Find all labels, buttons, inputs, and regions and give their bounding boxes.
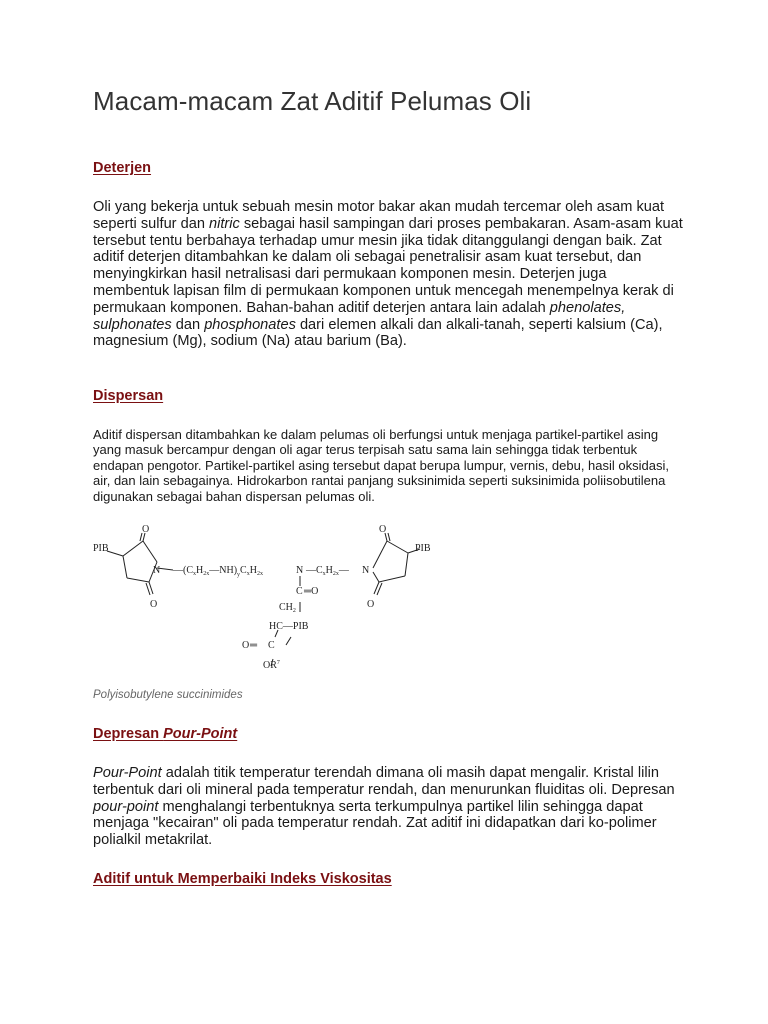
label-o-top-right: O — [379, 524, 387, 535]
depresan-text-1: adalah titik temperatur terendah dimana oli masih dapat mengalir. Kristal lilin terbentuk dari oli mineral pada temperatur rendah, dan menurunkan fluiditas oli. Depresan — [93, 765, 675, 798]
label-ch2: $CH_2$ — [279, 602, 296, 614]
chain-h1: H — [196, 565, 204, 576]
label-n-right: N — [362, 565, 370, 576]
page-title: Macam-macam Zat Aditif Pelumas Oli — [93, 86, 532, 116]
chain-x2: x — [246, 571, 250, 577]
chain-2x3: 2x — [332, 571, 339, 577]
label-o-top-left: O — [142, 524, 150, 535]
label-n-center: N — [296, 565, 304, 576]
label-n-left: N — [153, 565, 161, 576]
label-o-ester: O — [242, 640, 250, 651]
deterjen-text-1: Oli yang bekerja untuk sebuah mesin motor bakar akan mudah tercemar oleh asam kuat seperti sulfur dan — [93, 199, 665, 232]
label-hc-pib: HC—PIB — [269, 621, 309, 632]
heading-indeks-viskositas: Aditif untuk Memperbaiki Indeks Viskositas — [93, 871, 392, 887]
depresan-text-pourpoint: Pour-Point — [93, 765, 162, 781]
chain-nh: NH — [219, 565, 234, 576]
deterjen-text-phosphonates: phosphonates — [204, 316, 296, 333]
ester-double-bond: ═ — [250, 640, 258, 651]
label-pib-right: PIB — [415, 543, 431, 554]
figure-caption: Polyisobutylene succinimides — [93, 689, 243, 701]
heading-deterjen: Deterjen — [93, 160, 152, 176]
label-o-bottom-right: O — [367, 599, 375, 610]
paragraph-depresan — [93, 765, 683, 849]
left-succinimide-ring — [107, 533, 173, 595]
label-o-amide: O — [311, 586, 319, 597]
paragraph-deterjen — [93, 199, 683, 350]
deterjen-text-3: dan — [171, 316, 205, 333]
heading-dispersan: Dispersan — [93, 388, 164, 404]
deterjen-text-nitric: nitric — [209, 215, 240, 232]
chain-left-segment: $—(C_xH_{2x}—NH)_yC_xH_{2x}$ — [173, 565, 263, 578]
label-c-amide: C — [296, 586, 303, 597]
label-pib-left: PIB — [93, 543, 109, 554]
heading-depresan-plain: Depresan — [93, 726, 164, 742]
chain-c3: C — [316, 565, 323, 576]
label-o-bottom-left: O — [150, 599, 158, 610]
chain-y: y — [237, 572, 241, 578]
chain-h3: H — [325, 565, 333, 576]
depresan-text-2: menghalangi terbentuknya serta terkumpulnya partikel lilin sehingga dapat menjaga "kecairan" oli pada temperatur rendah. Zat aditif ini didapatkan dari ko-polimer polialkil metakrilat. — [93, 798, 657, 849]
amide-double-bond: ═O — [304, 586, 319, 597]
right-succinimide-ring — [373, 533, 420, 595]
chain-x3: x — [322, 571, 326, 577]
heading-depresan — [93, 726, 237, 742]
chain-c1: C — [186, 565, 194, 576]
deterjen-text-phenolates: phenolates, sulphonates — [93, 299, 626, 333]
depresan-text-pourpoint-lower: pour-point — [93, 798, 159, 815]
chain-c2: C — [240, 565, 247, 576]
label-or7: $OR^7$ — [263, 660, 280, 670]
chemical-structure-figure — [93, 520, 433, 670]
chain-2x1: 2x — [203, 571, 210, 577]
chain-right-segment: $—C_xH_{2x}—$ — [306, 565, 349, 577]
deterjen-text-4: dari elemen alkali dan alkali-tanah, seperti kalsium (Ca), magnesium (Mg), sodium (Na) atau barium (Ba). — [93, 316, 663, 350]
chain-x1: x — [193, 571, 197, 577]
chain-2x2: 2x — [256, 571, 263, 577]
chain-h2: H — [249, 565, 257, 576]
label-c-ester: C — [268, 640, 275, 651]
heading-depresan-italic: Pour-Point — [163, 726, 238, 742]
paragraph-dispersan: Aditif dispersan ditambahkan ke dalam pelumas oli berfungsi untuk menjaga partikel-partikel asing yang masuk bercampur dengan oli agar terus terpisah satu sama lain sehingga tidak terbentuk endapan pengotor. Partikel-partikel asing tersebut dapat berupa lumpur, vernis, debu, hasil oksidasi, air, dan lain sebagainya. Hidrokarbon rantai panjang suksinimida seperti suksinimida poliisobutilena digunakan sebagai bahan dispersan pelumas oli. — [93, 427, 669, 504]
deterjen-text-2: sebagai hasil sampingan dari proses pembakaran. Asam-asam kuat tersebut tentu berbahaya terhadap umur mesin jika tidak ditanggulangi dengan baik. Zat aditif deterjen ditambahkan ke dalam oli sebagai penetralisir asam kuat tersebut, dan menyingkirkan hasil netralisasi dari permukaan komponen mesin. Deterjen juga membentuk lapisan film di permukaan komponen untuk mencegah menempelnya kerak di permukaan komponen. Bahan-bahan aditif deterjen antara lain adalah — [93, 215, 683, 316]
